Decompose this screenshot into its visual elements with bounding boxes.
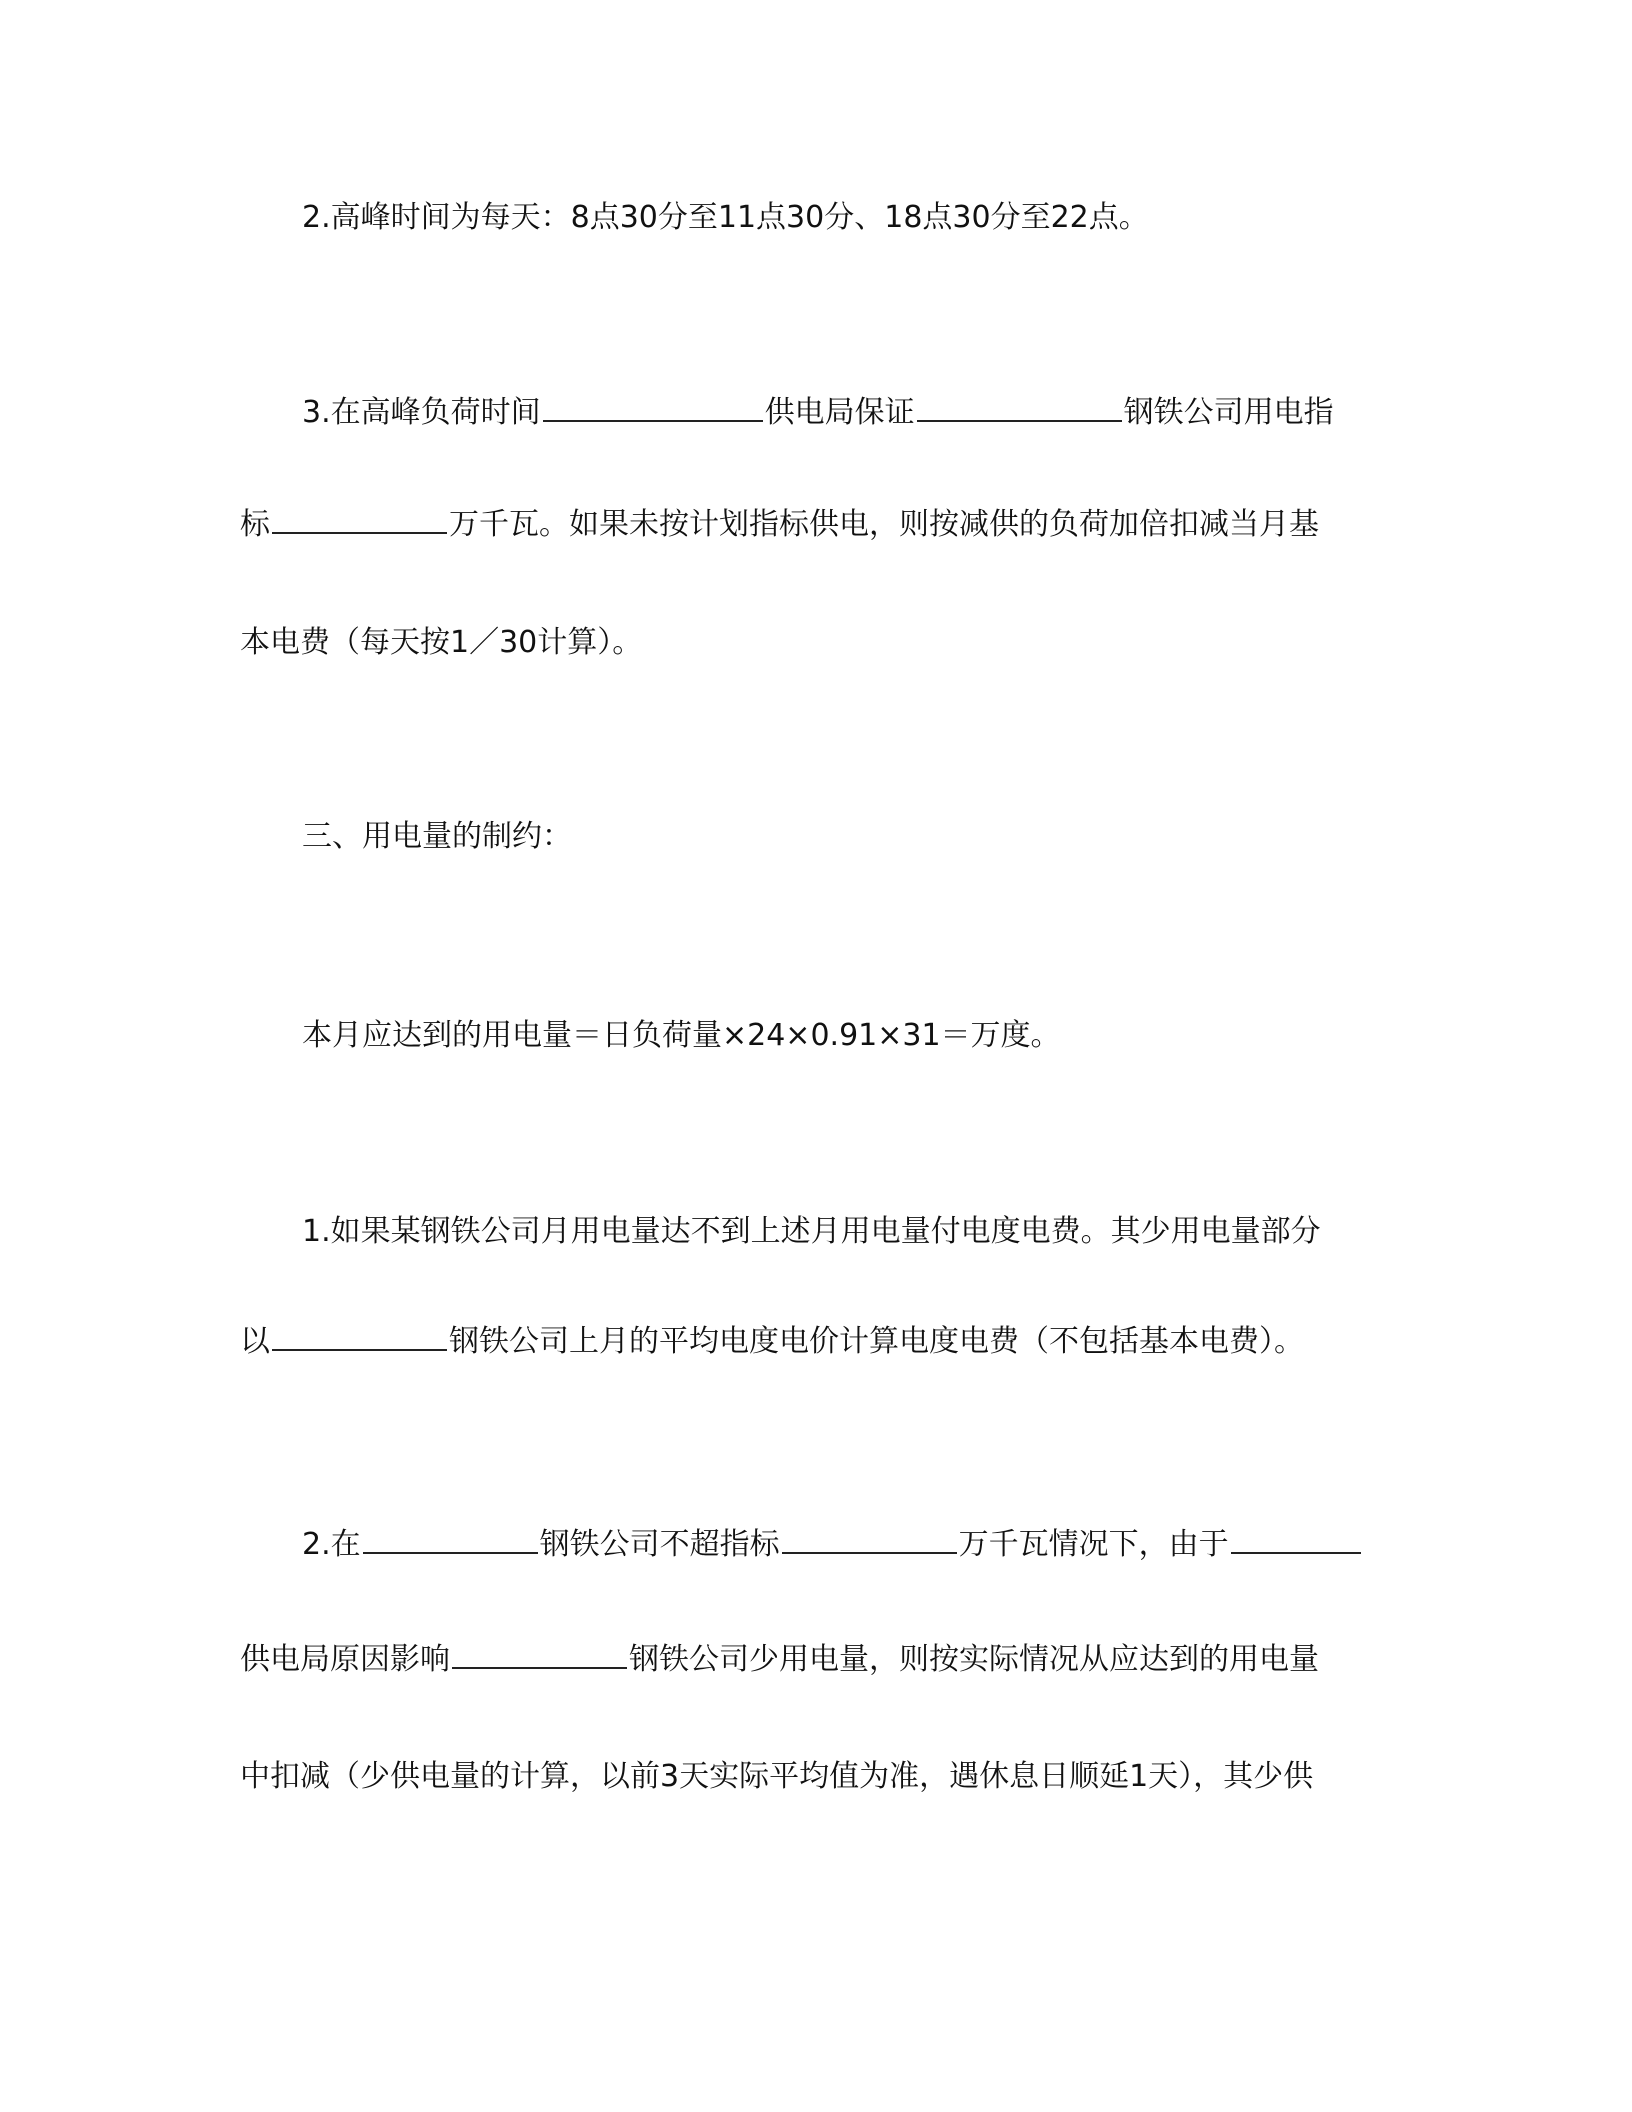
peak-load-text-3: 钢铁公司用电指 bbox=[1123, 395, 1334, 430]
peak-hours-text: 2.高峰时间为每天：8点30分至11点30分、18点30分至22点。 bbox=[302, 200, 1149, 235]
underuse-text-3: 钢铁公司上月的平均电度电价计算电度电费（不包括基本电费）。 bbox=[449, 1324, 1304, 1359]
fill-blank bbox=[272, 508, 447, 534]
paragraph-underuse-line2 bbox=[240, 1322, 1304, 1362]
fill-blank bbox=[917, 396, 1122, 422]
supply-reduction-text-3: 万千瓦情况下，由于 bbox=[958, 1527, 1229, 1562]
paragraph-peak-load-line3 bbox=[240, 623, 642, 663]
fill-blank bbox=[1231, 1528, 1361, 1554]
section-heading-text: 三、用电量的制约： bbox=[302, 819, 572, 854]
section-heading-usage-limit bbox=[302, 817, 572, 857]
formula-text: 本月应达到的用电量＝日负荷量×24×0.91×31＝万度。 bbox=[302, 1018, 1061, 1053]
fill-blank bbox=[782, 1528, 957, 1554]
paragraph-peak-load-line2 bbox=[240, 505, 1319, 545]
paragraph-supply-reduction-line2 bbox=[240, 1640, 1319, 1680]
peak-load-text-5: 万千瓦。如果未按计划指标供电，则按减供的负荷加倍扣减当月基 bbox=[449, 507, 1319, 542]
formula-paragraph bbox=[302, 1016, 1061, 1056]
peak-load-text-6: 本电费（每天按1／30计算）。 bbox=[240, 625, 643, 660]
paragraph-peak-hours bbox=[302, 198, 1149, 238]
paragraph-peak-load-line1 bbox=[302, 393, 1334, 433]
fill-blank bbox=[452, 1643, 627, 1669]
supply-reduction-text-1: 2.在 bbox=[302, 1527, 361, 1562]
fill-blank bbox=[363, 1528, 538, 1554]
paragraph-supply-reduction-line1 bbox=[302, 1525, 1363, 1565]
supply-reduction-text-6: 中扣减（少供电量的计算，以前3天实际平均值为准，遇休息日顺延1天），其少供 bbox=[240, 1759, 1314, 1794]
supply-reduction-text-4: 供电局原因影响 bbox=[240, 1642, 450, 1677]
fill-blank bbox=[543, 396, 763, 422]
paragraph-supply-reduction-line3 bbox=[240, 1757, 1313, 1797]
peak-load-text-1: 3.在高峰负荷时间 bbox=[302, 395, 541, 430]
supply-reduction-text-2: 钢铁公司不超指标 bbox=[539, 1527, 780, 1562]
peak-load-text-4: 标 bbox=[240, 507, 270, 542]
supply-reduction-text-5: 钢铁公司少用电量，则按实际情况从应达到的用电量 bbox=[629, 1642, 1319, 1677]
underuse-text-2: 以 bbox=[240, 1324, 270, 1359]
fill-blank bbox=[272, 1325, 447, 1351]
underuse-text-1: 1.如果某钢铁公司月用电量达不到上述月用电量付电度电费。其少用电量部分 bbox=[302, 1214, 1321, 1249]
peak-load-text-2: 供电局保证 bbox=[764, 395, 915, 430]
paragraph-underuse-line1 bbox=[302, 1212, 1321, 1252]
